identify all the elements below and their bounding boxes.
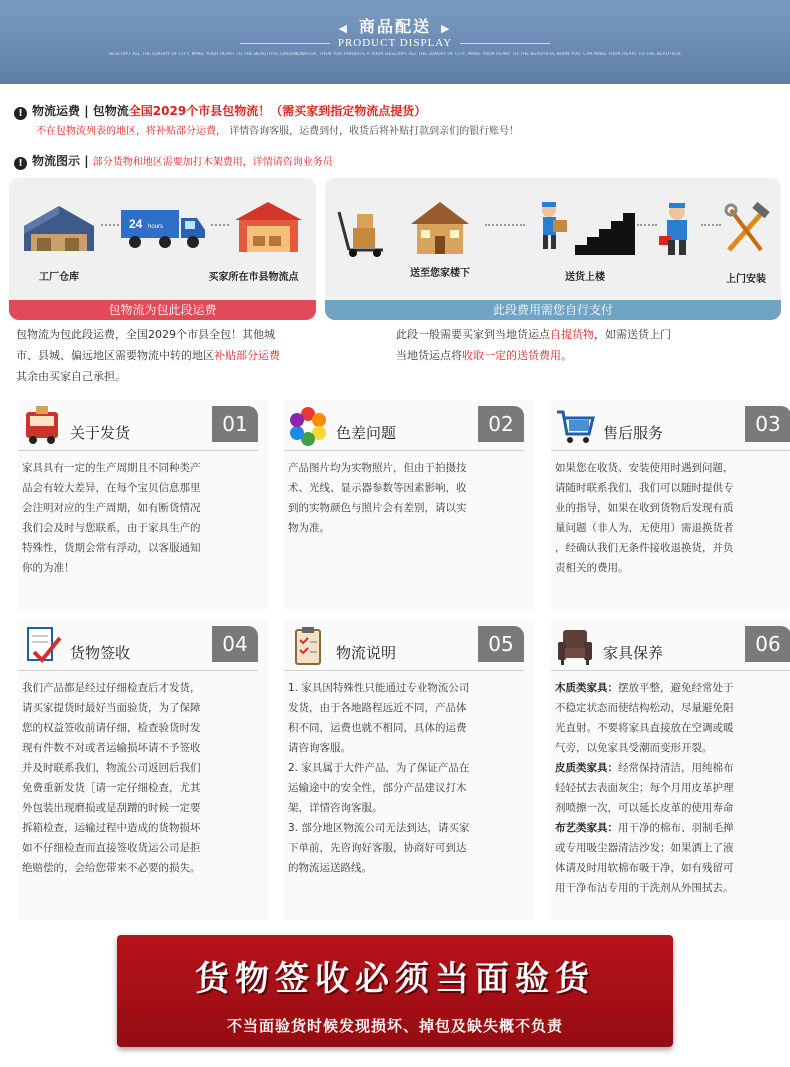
stairs-step (535, 200, 635, 283)
card-line (555, 718, 790, 738)
card-line: 的物流运送路线。 (288, 862, 372, 874)
card-line (555, 758, 790, 778)
divider (18, 450, 258, 451)
stairs-worker-icon (535, 200, 635, 255)
divider (284, 450, 524, 451)
warehouse-label: 工厂仓库 (39, 272, 79, 283)
card-line: 外包装出现磨损或是刮蹭的时候一定要 (22, 802, 201, 814)
card-line (555, 678, 790, 698)
card-line: 术、光线、显示器参数等因素影响，收 (288, 482, 467, 494)
svg-text:hours: hours (148, 224, 164, 230)
card-line (555, 838, 790, 858)
care-text: 用干净的棉布、羽制毛掸 (618, 822, 734, 834)
card-line (555, 858, 790, 878)
care-text: 或专用吸尘器清洁沙发；如果洒上了液 (555, 842, 734, 854)
divider (551, 450, 790, 451)
desc-line (396, 324, 726, 345)
warehouse-icon (19, 196, 99, 256)
tools-icon (721, 202, 771, 257)
desc-text: 此段一般需要买家到当地货运点 (396, 328, 550, 341)
diagram-label: 物流图示 (32, 154, 81, 168)
exclamation-icon: ! (14, 107, 27, 120)
card-line: 如不仔细检查而直接签收货运公司是拒 (22, 842, 201, 854)
header-banner (0, 0, 790, 84)
shipping-highlight: 全国2029个市县包物流！（需买家到指定物流点提货） (128, 104, 427, 118)
banner-fine-print: DESCRIPT ALL THE LUXURY OF CITY, MAKE YOUR HEART TO THE BEAUTIFUL GROUNDWATER, THEN YOU FAVORITE A YOUR DESCRIPT ALL THE LUXURY OF CITY, MAKE YOUR HEART TO THE BEAUTIFUL BORN YOU. CAR MAKE YOUR HEART TO THE BEAUTIFUL (108, 52, 682, 57)
card-line: 发货，由于各地路程远近不同，产品体 (288, 702, 467, 714)
dotted-connector (101, 224, 119, 226)
logistics-point-label: 买家所在市县物流点 (208, 272, 299, 283)
chevron-right-icon: ▶ (441, 22, 452, 35)
care-type-label: 木质类家具： (555, 682, 618, 694)
dotted-connector (637, 224, 657, 226)
home-label: 送至您家楼下 (410, 268, 470, 279)
checklist-icon (22, 626, 62, 666)
card-line: 下单前，先咨询好客服，协商好可到达 (288, 842, 467, 854)
card-shipping-time (18, 400, 268, 610)
tools-step (721, 202, 771, 285)
card-line: 现有件数不对或者运输损坏请不予签收 (22, 742, 201, 754)
desc-line: 包物流为包此段运费，全国2029个市县全包！其他城 (16, 328, 275, 341)
color-wheel-icon (288, 406, 328, 446)
card-furniture-care (551, 620, 790, 920)
care-type-label: 皮质类家具： (555, 762, 618, 774)
card-line: 责相关的费用。 (555, 562, 629, 574)
card-line: 请咨询客服。 (288, 742, 351, 754)
divider (284, 670, 524, 671)
armchair-icon (555, 626, 595, 666)
card-line: 绝赔偿的，会给您带来不必要的损失。 (22, 862, 201, 874)
shipping-note-text: 详情咨询客服，运费到付，收货后将补贴打款到亲们的银行账号！ (229, 126, 520, 137)
card-title: 售后服务 (603, 424, 664, 442)
stairs-label: 送货上楼 (565, 272, 605, 283)
house-icon (405, 196, 475, 256)
card-line: 积不同，运费也就不相同，具体的运费 (288, 722, 467, 734)
shipping-note-red: 不在包物流列表的地区，将补贴部分运费， (36, 126, 226, 137)
logistics-point-step (208, 196, 306, 283)
shipping-fee-line (14, 102, 426, 120)
card-line: 会注明对应的生产周期，如有断货情况 (22, 502, 201, 514)
card-body (22, 458, 258, 578)
chevron-left-icon: ◀ (338, 22, 349, 35)
card-line: 业的指导，如果在收到货物后发现有质 (555, 502, 734, 514)
desc-highlight: 收取一定的送货费用 (462, 349, 561, 362)
card-line: 你的为准！ (22, 562, 75, 574)
care-text: 经常保持清洁，用纯棉布 (618, 762, 734, 774)
care-text: 摆放平整，避免经常处于 (618, 682, 734, 694)
self-pay-panel (325, 178, 781, 320)
card-number-badge: 05 (478, 626, 524, 662)
card-title: 家具保养 (603, 644, 664, 662)
handcart-step (333, 208, 393, 258)
installer-icon (657, 202, 697, 257)
card-number-badge: 02 (478, 406, 524, 442)
card-body (288, 678, 524, 878)
warning-subtitle: 不当面验货时候发现损坏、掉包及缺失概不负责 (226, 1017, 563, 1035)
card-body (288, 458, 524, 538)
desc-text: 市、县城、偏远地区需要物流中转的地区 (16, 349, 214, 362)
card-line: 并及时联系我们，物流公司返回后我们 (22, 762, 201, 774)
dotted-connector (485, 224, 525, 226)
card-logistics-info (284, 620, 534, 920)
divider (18, 670, 258, 671)
card-number-badge: 04 (212, 626, 258, 662)
warning-title: 货物签收必须当面验货 (195, 959, 595, 999)
installer-step (657, 202, 697, 257)
handcart-icon (333, 208, 393, 258)
desc-text: 。 (561, 349, 572, 362)
card-line: 品会有较大差异，在每个宝贝信息那里 (22, 482, 201, 494)
card-line: 1. 家具因特殊性只能通过专业物流公司 (288, 682, 470, 694)
card-line: 请随时联系我们，我们可以随时提供专 (555, 482, 734, 494)
card-line: 物为准。 (288, 522, 330, 534)
home-step (405, 196, 475, 279)
delivery-truck-icon (22, 406, 62, 446)
card-line (555, 798, 790, 818)
separator: | (84, 104, 89, 118)
card-line: 如果您在收货、安装使用时遇到问题， (555, 462, 734, 474)
logistics-depot-icon (231, 196, 306, 256)
truck-icon (119, 206, 209, 251)
card-line (555, 698, 790, 718)
banner-title (0, 14, 790, 37)
card-line: 架，详情咨询客服。 (288, 802, 383, 814)
dotted-connector (701, 224, 721, 226)
card-title: 货物签收 (70, 644, 131, 662)
care-text: 不稳定状态而使结构松动，尽量避免阳 (555, 702, 734, 714)
inspection-warning-banner (117, 935, 673, 1047)
card-line: 到的实物颜色与照片会有差别，请以实 (288, 502, 467, 514)
card-line: 3. 部分地区物流公司无法到达，请买家 (288, 822, 470, 834)
card-line (555, 878, 790, 898)
card-line: 您的权益签收前请仔细，检查验货时发 (22, 722, 201, 734)
dotted-connector (211, 224, 229, 226)
care-text: 气旁，以免家具受潮而变形开裂。 (555, 742, 713, 754)
self-pay-description (396, 324, 726, 366)
shopping-cart-icon (555, 406, 595, 446)
desc-highlight: 补贴部分运费 (214, 349, 280, 362)
care-text: 体请及时用软棉布吸干净，如有残留可 (555, 862, 734, 874)
card-line (555, 738, 790, 758)
diagram-heading: ! 物流图示 | 部分货物和地区需要加打木架费用，详情请咨询业务员 (14, 152, 333, 170)
card-line: 家具具有一定的生产周期且不同种类产 (22, 462, 201, 474)
card-line: ，经确认我们无条件接收退换货，并负 (555, 542, 734, 554)
install-label: 上门安装 (726, 274, 766, 285)
diagram-note: 部分货物和地区需要加打木架费用，详情请咨询业务员 (92, 157, 333, 168)
card-after-sales (551, 400, 790, 610)
exclamation-icon: ! (14, 157, 27, 170)
card-line: 拆箱检查，运输过程中造成的货物损坏 (22, 822, 201, 834)
self-pay-bar: 此段费用需您自行支付 (325, 300, 781, 320)
card-line: 量问题（非人为，无使用）需退换货者 (555, 522, 734, 534)
free-shipping-description (16, 324, 316, 387)
card-number-badge: 01 (212, 406, 258, 442)
banner-subtitle: PRODUCT DISPLAY (0, 37, 790, 49)
shipping-text: 包物流 (92, 104, 129, 118)
truck-step (119, 206, 209, 251)
desc-line (396, 345, 726, 366)
card-line: 请买家提货时最好当面验货，为了保障 (22, 702, 201, 714)
care-text: 光直射。不要将家具直接放在空调或暖 (555, 722, 734, 734)
warehouse-step (19, 196, 99, 283)
card-number-badge: 03 (745, 406, 790, 442)
care-text: 用干净布沾专用的干洗剂从外围拭去。 (555, 882, 734, 894)
desc-text: 当地货运点将 (396, 349, 462, 362)
care-type-label: 布艺类家具： (555, 822, 618, 834)
card-goods-receipt (18, 620, 268, 920)
clipboard-icon (288, 626, 328, 666)
free-shipping-bar: 包物流为包此段运费 (9, 300, 316, 320)
card-line: 我们产品都是经过仔细检查后才发货， (22, 682, 201, 694)
divider (551, 670, 790, 671)
card-body (555, 458, 790, 578)
card-color-difference (284, 400, 534, 610)
card-body (22, 678, 258, 878)
free-shipping-panel (9, 178, 316, 320)
svg-text:24: 24 (129, 217, 143, 231)
desc-highlight: 自提货物 (550, 328, 594, 341)
shipping-note (36, 122, 519, 137)
card-line: 我们会及时与您联系，由于家具生产的 (22, 522, 201, 534)
shipping-label: 物流运费 (32, 104, 81, 118)
card-line: 产品图片均为实物照片，但由于拍摄技 (288, 462, 467, 474)
card-line: 免费重新发货［请一定仔细检查，尤其 (22, 782, 201, 794)
care-text: 剂喷擦一次，可以延长皮革的使用寿命 (555, 802, 734, 814)
card-number-badge: 06 (745, 626, 790, 662)
banner-title-text: 商品配送 (358, 17, 431, 36)
desc-text: ，如需送货上门 (594, 328, 671, 341)
care-text: 轻轻拭去表面灰尘；每个月用皮革护理 (555, 782, 734, 794)
desc-line (16, 345, 316, 366)
card-line (555, 818, 790, 838)
card-body (555, 678, 790, 898)
card-line: 运输途中的安全性，部分产品建议打木 (288, 782, 467, 794)
card-title: 色差问题 (336, 424, 397, 442)
card-title: 物流说明 (336, 644, 397, 662)
card-line: 特殊性，货期会常有浮动，以客服通知 (22, 542, 201, 554)
card-line: 2. 家具属于大件产品，为了保证产品在 (288, 762, 470, 774)
desc-line: 其余由买家自己承担。 (16, 370, 126, 383)
card-line (555, 778, 790, 798)
card-title: 关于发货 (70, 424, 131, 442)
